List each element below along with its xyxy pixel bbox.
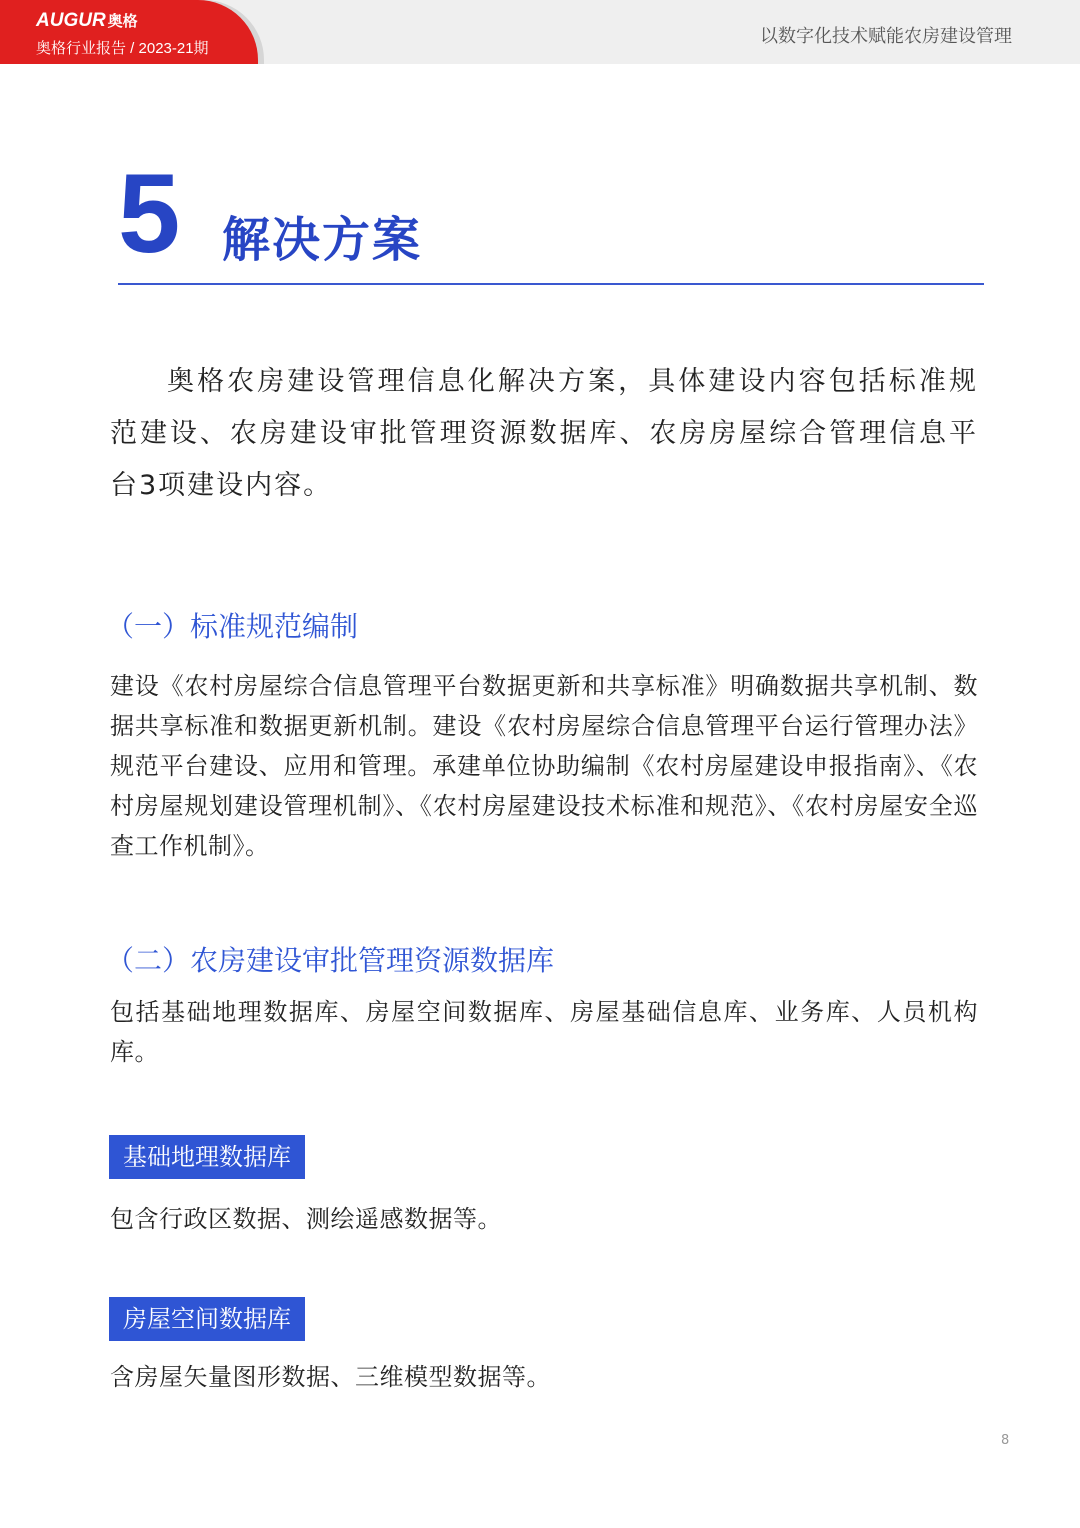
intro-paragraph: 奥格农房建设管理信息化解决方案，具体建设内容包括标准规范建设、农房建设审批管理资源数据库、农房房屋综合管理信息平台3项建设内容。 <box>110 366 978 501</box>
page-number: 8 <box>1001 1433 1010 1448</box>
brand-logo-en: AUGUR <box>36 10 106 31</box>
report-issue: 奥格行业报告 / 2023-21期 <box>36 40 209 57</box>
chapter-divider <box>118 283 984 285</box>
section-heading-standards: （一）标准规范编制 <box>106 610 359 643</box>
brand-logo <box>36 10 138 32</box>
label-basic-geographic-database: 基础地理数据库 <box>109 1135 305 1179</box>
chapter-title: 解决方案 <box>222 212 423 268</box>
brand-tab <box>0 0 258 64</box>
basic-geographic-database-description: 包含行政区数据、测绘遥感数据等。 <box>110 1205 502 1233</box>
chapter-number: 5 <box>118 151 181 276</box>
label-house-spatial-database: 房屋空间数据库 <box>109 1297 305 1341</box>
section-heading-database: （二）农房建设审批管理资源数据库 <box>106 944 555 977</box>
house-spatial-database-description: 含房屋矢量图形数据、三维模型数据等。 <box>110 1363 551 1391</box>
section-body-standards: 建设《农村房屋综合信息管理平台数据更新和共享标准》明确数据共享机制、数据共享标准和数据更新机制。建设《农村房屋综合信息管理平台运行管理办法》规范平台建设、应用和管理。承建单位协助编制《农村房屋建设申报指南》、《农村房屋规划建设管理机制》、《农村房屋建设技术标准和规范》、《农村房屋安全巡查工作机制》。 <box>110 672 978 860</box>
report-title: 以数字化技术赋能农房建设管理 <box>760 26 1012 47</box>
section-body-database: 包括基础地理数据库、房屋空间数据库、房屋基础信息库、业务库、人员机构库。 <box>110 998 978 1066</box>
brand-logo-cn: 奥格 <box>107 13 138 30</box>
